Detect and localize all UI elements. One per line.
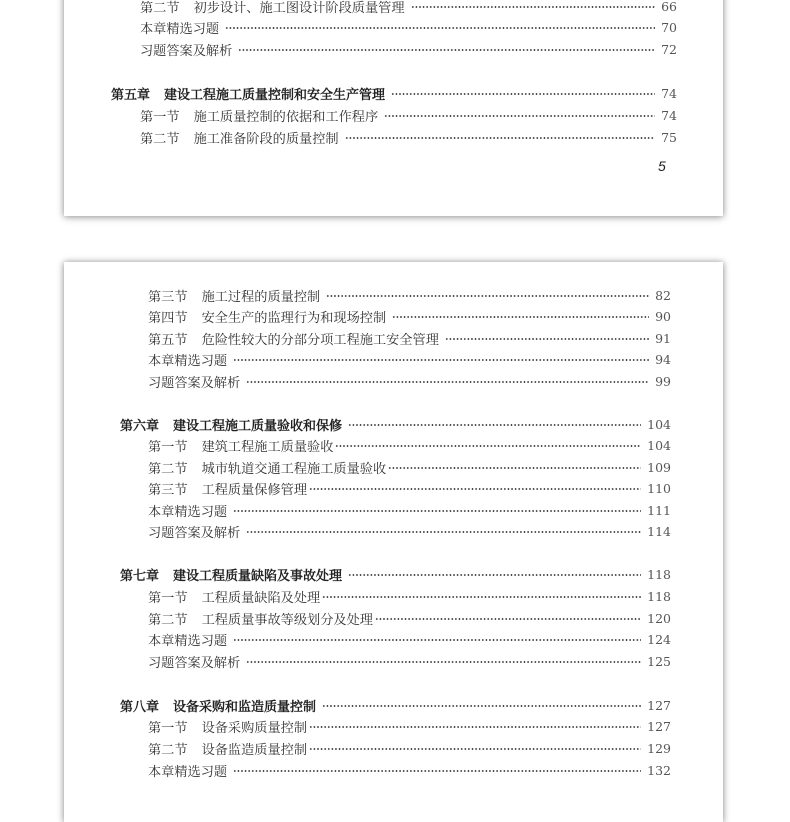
entry-page: 74 xyxy=(661,107,677,123)
toc-entry[interactable] xyxy=(148,586,671,606)
toc-entry[interactable] xyxy=(148,760,671,780)
entry-title: 工程质量保修管理 xyxy=(201,482,308,498)
entry-page: 118 xyxy=(647,566,671,582)
chapter-number: 第五章 xyxy=(111,87,151,103)
dot-leader xyxy=(322,705,641,707)
section-number: 第一节 xyxy=(140,109,180,125)
dot-leader xyxy=(411,6,656,8)
toc-entry[interactable] xyxy=(148,629,671,649)
entry-title: 习题答案及解析 xyxy=(148,525,241,541)
entry-page: 129 xyxy=(647,740,671,756)
entry-page: 74 xyxy=(661,85,677,101)
dot-leader xyxy=(348,424,641,426)
toc-page-2 xyxy=(64,262,723,822)
dot-leader xyxy=(326,295,649,297)
entry-page: 124 xyxy=(647,631,671,647)
section-number: 第二节 xyxy=(148,461,188,477)
toc-entry[interactable] xyxy=(148,435,671,455)
entry-title: 本章精选习题 xyxy=(148,633,228,649)
dot-leader xyxy=(233,770,641,772)
dot-leader xyxy=(309,488,641,490)
dot-leader xyxy=(233,359,649,361)
toc-chapter[interactable] xyxy=(120,564,671,584)
toc-entry[interactable] xyxy=(148,608,671,628)
entry-title: 施工过程的质量控制 xyxy=(201,289,321,305)
entry-page: 66 xyxy=(661,0,677,14)
entry-page: 91 xyxy=(655,330,671,346)
dot-leader xyxy=(388,467,641,469)
dot-leader xyxy=(375,618,641,620)
entry-page: 104 xyxy=(647,437,671,453)
chapter-number: 第七章 xyxy=(120,568,160,584)
toc-entry[interactable] xyxy=(148,716,671,736)
section-number: 第一节 xyxy=(148,590,188,606)
toc-entry[interactable] xyxy=(148,738,671,758)
entry-page: 127 xyxy=(647,718,671,734)
chapter-title: 建设工程施工质量验收和保修 xyxy=(173,418,343,434)
entry-page: 118 xyxy=(647,588,671,604)
entry-title: 危险性较大的分部分项工程施工安全管理 xyxy=(201,332,439,348)
dot-leader xyxy=(391,93,655,95)
section-number: 第一节 xyxy=(148,720,188,736)
entry-page: 82 xyxy=(655,287,671,303)
dot-leader xyxy=(335,445,641,447)
toc-entry[interactable] xyxy=(148,457,671,477)
toc-entry[interactable] xyxy=(140,39,677,59)
toc-entry[interactable] xyxy=(140,0,677,16)
toc-entry[interactable] xyxy=(148,306,671,326)
dot-leader xyxy=(233,639,641,641)
entry-title: 建筑工程施工质量验收 xyxy=(201,439,334,455)
toc-chapter[interactable] xyxy=(111,83,677,103)
entry-title: 习题答案及解析 xyxy=(140,43,233,59)
dot-leader xyxy=(322,596,641,598)
dot-leader xyxy=(309,748,641,750)
entry-page: 72 xyxy=(661,41,677,57)
dot-leader xyxy=(246,661,641,663)
toc-chapter[interactable] xyxy=(120,414,671,434)
entry-title: 本章精选习题 xyxy=(148,764,228,780)
entry-title: 施工质量控制的依据和工作程序 xyxy=(193,109,379,125)
entry-title: 习题答案及解析 xyxy=(148,655,241,671)
toc-entry[interactable] xyxy=(148,500,671,520)
toc-entry[interactable] xyxy=(148,349,671,369)
entry-title: 城市轨道交通工程施工质量验收 xyxy=(201,461,387,477)
dot-leader xyxy=(384,115,655,117)
toc-entry[interactable] xyxy=(148,328,671,348)
entry-title: 习题答案及解析 xyxy=(148,375,241,391)
chapter-number: 第八章 xyxy=(120,699,160,715)
entry-page: 70 xyxy=(661,19,677,35)
chapter-title: 设备采购和监造质量控制 xyxy=(173,699,317,715)
dot-leader xyxy=(246,531,641,533)
section-number: 第三节 xyxy=(148,289,188,305)
section-number: 第三节 xyxy=(148,482,188,498)
entry-title: 安全生产的监理行为和现场控制 xyxy=(201,310,387,326)
entry-title: 本章精选习题 xyxy=(140,21,220,37)
entry-title: 施工准备阶段的质量控制 xyxy=(193,131,339,147)
toc-entry[interactable] xyxy=(140,105,677,125)
dot-leader xyxy=(233,510,641,512)
dot-leader xyxy=(348,574,641,576)
page-number: 5 xyxy=(658,158,666,174)
entry-page: 94 xyxy=(655,351,671,367)
toc-entry[interactable] xyxy=(148,371,671,391)
entry-page: 110 xyxy=(647,480,671,496)
dot-leader xyxy=(309,726,641,728)
toc-entry[interactable] xyxy=(148,521,671,541)
section-number: 第二节 xyxy=(148,612,188,628)
entry-page: 114 xyxy=(647,523,671,539)
entry-page: 109 xyxy=(647,459,671,475)
dot-leader xyxy=(445,338,649,340)
section-number: 第四节 xyxy=(148,310,188,326)
dot-leader xyxy=(392,316,649,318)
entry-title: 工程质量缺陷及处理 xyxy=(201,590,321,606)
section-number: 第二节 xyxy=(140,131,180,147)
toc-chapter[interactable] xyxy=(120,695,671,715)
section-number: 第五节 xyxy=(148,332,188,348)
chapter-number: 第六章 xyxy=(120,418,160,434)
section-number: 第二节 xyxy=(140,0,180,16)
entry-title: 本章精选习题 xyxy=(148,504,228,520)
entry-page: 120 xyxy=(647,610,671,626)
entry-page: 127 xyxy=(647,697,671,713)
entry-title: 设备采购质量控制 xyxy=(201,720,308,736)
chapter-title: 建设工程质量缺陷及事故处理 xyxy=(173,568,343,584)
entry-title: 工程质量事故等级划分及处理 xyxy=(201,612,373,628)
toc-entry[interactable] xyxy=(148,285,671,305)
entry-page: 132 xyxy=(647,762,671,778)
toc-entry[interactable] xyxy=(140,17,677,37)
chapter-title: 建设工程施工质量控制和安全生产管理 xyxy=(164,87,386,103)
section-number: 第二节 xyxy=(148,742,188,758)
entry-page: 75 xyxy=(661,129,677,145)
dot-leader xyxy=(225,27,655,29)
toc-entry[interactable] xyxy=(148,651,671,671)
entry-title: 设备监造质量控制 xyxy=(201,742,308,758)
entry-title: 本章精选习题 xyxy=(148,353,228,369)
dot-leader xyxy=(246,381,649,383)
section-number: 第一节 xyxy=(148,439,188,455)
entry-page: 104 xyxy=(647,416,671,432)
entry-page: 111 xyxy=(647,502,671,518)
dot-leader xyxy=(238,49,655,51)
entry-title: 初步设计、施工图设计阶段质量管理 xyxy=(193,0,405,16)
entry-page: 125 xyxy=(647,653,671,669)
entry-page: 90 xyxy=(655,308,671,324)
toc-entry[interactable] xyxy=(148,478,671,498)
dot-leader xyxy=(345,137,655,139)
entry-page: 99 xyxy=(655,373,671,389)
toc-page-1 xyxy=(64,0,723,216)
toc-entry[interactable] xyxy=(140,127,677,147)
